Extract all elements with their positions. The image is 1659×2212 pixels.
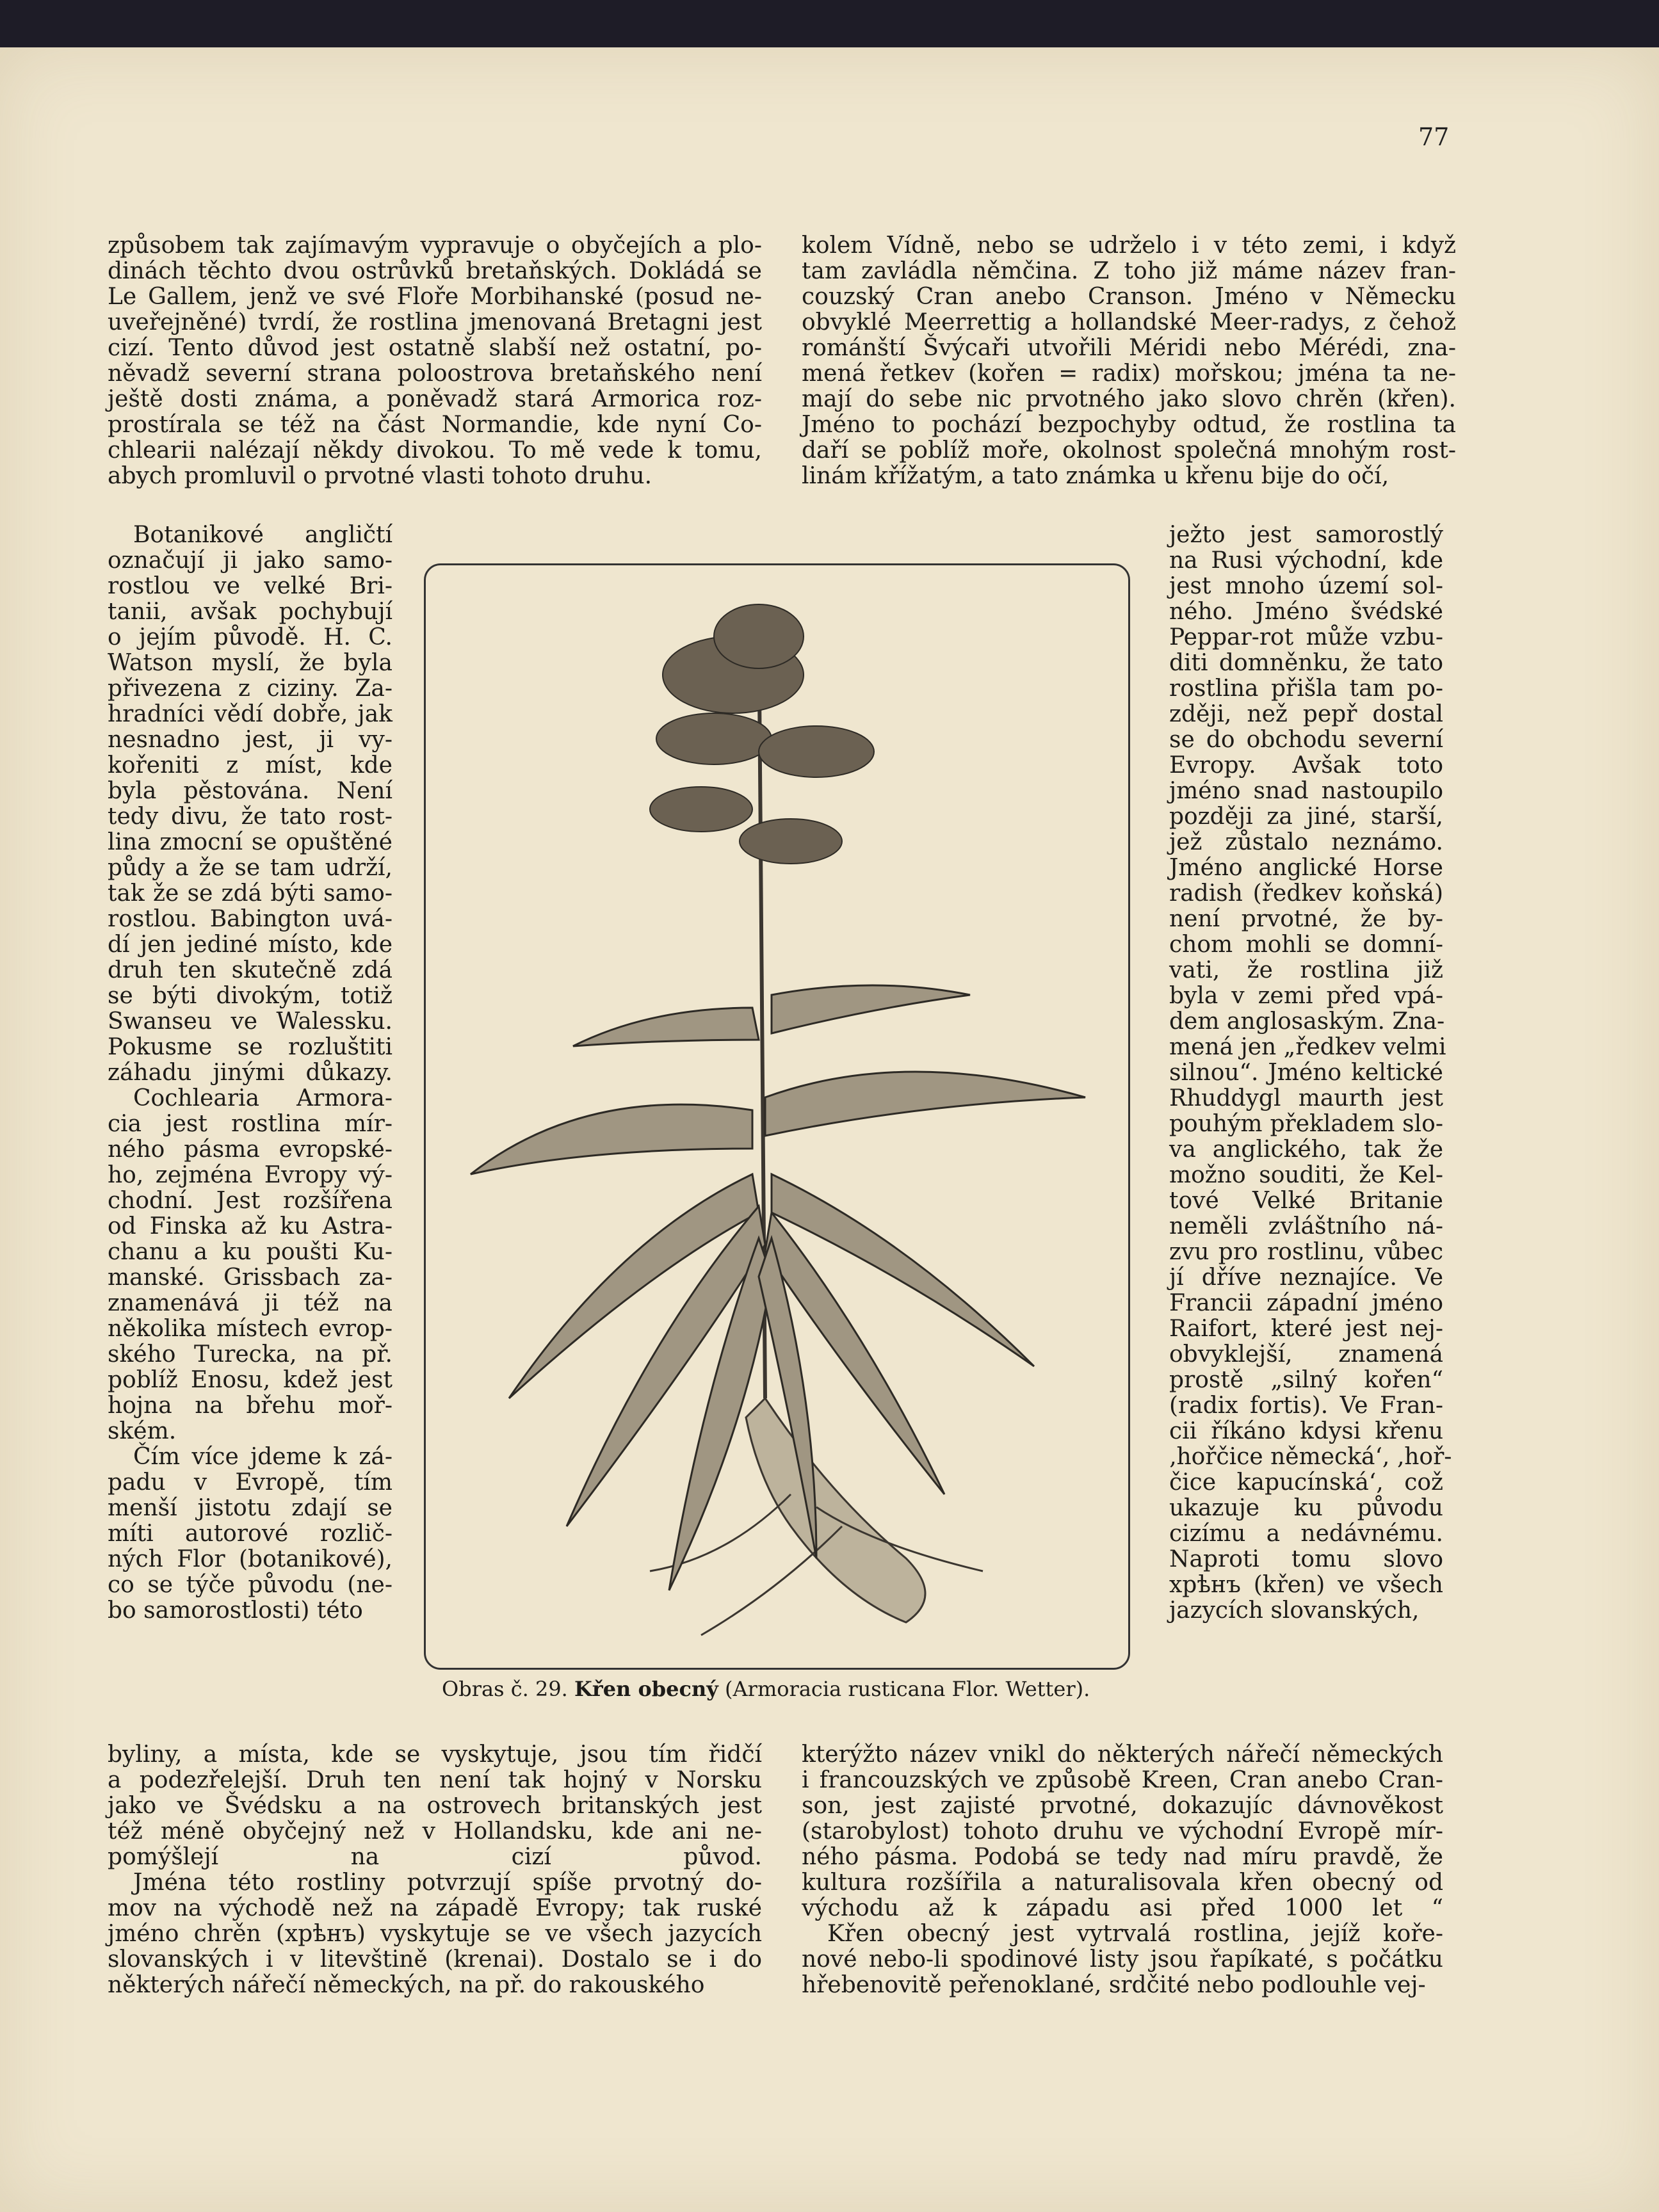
text-line: kultura rozšířila a naturalisovala křen obecný od	[802, 1869, 1443, 1896]
right-column-top-text	[802, 233, 1456, 489]
text-line: (starobylost) tohoto druhu ve východní Evropě mír-	[802, 1818, 1443, 1845]
text-line: Swanseu ve Walessku.	[108, 1008, 392, 1035]
text-line: ježto jest samorostlý	[1169, 522, 1443, 548]
text-line: některých nářečí německých, na př. do rakouského	[108, 1972, 705, 1998]
text-line: tedy divu, že tato rost-	[108, 803, 392, 830]
left-column-bottom-text	[108, 1742, 762, 1998]
text-line: hřebenovitě peřenoklané, srdčité nebo podlouhle vej-	[802, 1972, 1426, 1998]
text-line: nové nebo-li spodinové listy jsou řapíkaté, s počátku	[802, 1946, 1443, 1973]
text-line: cia jest rostlina mír-	[108, 1111, 392, 1137]
text-line: Raifort, které jest nej-	[1169, 1316, 1443, 1342]
text-line: (radix fortis). Ve Fran-	[1169, 1393, 1443, 1419]
text-line: Peppar-rot může vzbu-	[1169, 624, 1443, 650]
caption-latin: (Armoracia rusticana Flor. Wetter).	[725, 1677, 1090, 1701]
text-line: tam zavládla němčina. Z toho již máme název fran-	[802, 258, 1456, 284]
text-line: ho, zejména Evropy vý-	[108, 1162, 392, 1188]
caption-prefix: Obras č. 29.	[442, 1677, 568, 1701]
text-line: dí jen jediné místo, kde	[108, 932, 392, 958]
text-line: se do obchodu severní	[1169, 727, 1443, 753]
text-line: mají do sebe nic prvotného jako slovo chrěn (křen).	[802, 386, 1456, 412]
text-line: jméno chrěn (хрѣнъ) vyskytuje se ve všech jazycích	[108, 1921, 762, 1947]
right-column-bottom-text	[802, 1742, 1443, 1998]
text-line: míti autorové rozlič-	[108, 1521, 392, 1547]
left-column-narrow-text	[108, 522, 392, 1624]
text-line: ‚hořčice německá‘, ‚hoř-	[1169, 1444, 1452, 1470]
text-line: co se týče původu (ne-	[108, 1572, 392, 1598]
text-line: daří se poblíž moře, okolnost společná mnohým rost-	[802, 437, 1456, 464]
text-line: tové Velké Britanie	[1169, 1188, 1443, 1214]
text-line: prostírala se též na část Normandie, kde nyní Co-	[108, 412, 762, 438]
text-line: son, jest zajisté prvotné, dokazujíc dávnověkost	[802, 1793, 1443, 1819]
text-line: tanii, avšak pochybují	[108, 599, 392, 625]
text-line: linám křížatým, a tato známka u křenu bije do očí,	[802, 463, 1389, 489]
text-line: manské. Grissbach za-	[108, 1264, 392, 1291]
text-line: ského Turecka, na př.	[108, 1341, 392, 1368]
text-line: slovanských i v litevštině (krenai). Dostalo se i do	[108, 1946, 762, 1973]
text-line: několika místech evrop-	[108, 1316, 392, 1342]
text-line: tak že se zdá býti samo-	[108, 880, 392, 907]
text-line: dem anglosaským. Zna-	[1169, 1008, 1445, 1035]
text-line: mov na východě než na západě Evropy; tak ruské	[108, 1895, 762, 1921]
text-line: Watson myslí, že byla	[108, 650, 392, 676]
text-line: Křen obecný jest vytrvalá rostlina, jejíž koře-	[827, 1921, 1443, 1947]
text-line: va anglického, tak že	[1169, 1136, 1443, 1163]
text-line: chanu a ku poušti Ku-	[108, 1239, 392, 1265]
text-line: cizímu a nedávnému.	[1169, 1521, 1443, 1547]
text-line: pouhým překladem slo-	[1169, 1111, 1443, 1137]
text-line: chlearii nalézají někdy divokou. To mě vede k tomu,	[108, 437, 762, 464]
text-line: ných Flor (botanikové),	[108, 1546, 392, 1572]
text-line: ském.	[108, 1418, 177, 1444]
text-line: něvadž severní strana poloostrova bretaňského není	[108, 360, 762, 387]
text-line: půdy a že se tam udrží,	[108, 855, 392, 881]
text-line: pomýšlejí na cizí původ.	[108, 1844, 762, 1870]
text-line: záhadu jinými důkazy.	[108, 1060, 392, 1086]
text-line: Le Gallem, jenž ve své Floře Morbihanské (posud ne-	[108, 284, 762, 310]
text-line: radish (ředkev koňská)	[1169, 880, 1443, 907]
text-line: poblíž Enosu, kdež jest	[108, 1367, 392, 1393]
text-line: Jméno anglické Horse	[1169, 855, 1443, 881]
text-line: ještě dosti známa, a poněvadž stará Armorica roz-	[108, 386, 762, 412]
text-line: o jejím původě. H. C.	[108, 624, 392, 650]
text-line: dinách těchto dvou ostrůvků bretaňských. Dokládá se	[108, 258, 762, 284]
text-line: Jména této rostliny potvrzují spíše prvotný do-	[133, 1869, 762, 1896]
text-line: znamenává ji též na	[108, 1290, 392, 1316]
text-line: cizí. Tento důvod jest ostatně slabší než ostatní, po-	[108, 335, 762, 361]
text-line: čice kapucínská‘, což	[1169, 1469, 1443, 1496]
text-line: Rhuddygl maurth jest	[1169, 1085, 1443, 1111]
text-line: byla v zemi před vpá-	[1169, 983, 1443, 1009]
text-line: uveřejněné) tvrdí, že rostlina jmenovaná Bretagni jest	[108, 309, 762, 335]
text-line: Cochlearia Armora-	[133, 1085, 392, 1111]
text-line: diti domněnku, že tato	[1169, 650, 1443, 676]
text-line: mená jen „ředkev velmi	[1169, 1034, 1446, 1060]
text-line: kořeniti z míst, kde	[108, 752, 392, 779]
text-line: jež zůstalo neznámo.	[1169, 829, 1443, 855]
text-line: Botanikové angličtí	[133, 522, 392, 548]
text-line: na Rusi východní, kde	[1169, 547, 1443, 574]
text-line: později za jiné, starší,	[1169, 803, 1443, 830]
text-line: jí dříve neznajíce. Ve	[1169, 1264, 1443, 1291]
text-line: románští Švýcaři utvořili Méridi nebo Mérédi, zna-	[802, 335, 1456, 361]
text-line: též méně obyčejný než v Hollandsku, kde ani ne-	[108, 1818, 762, 1845]
text-line: Pokusme se rozluštiti	[108, 1034, 392, 1060]
left-column-top-text	[108, 233, 762, 489]
figure-caption	[442, 1677, 1191, 1701]
text-line: byla pěstována. Není	[108, 778, 392, 804]
page	[0, 47, 1659, 2212]
text-line: bo samorostlosti) této	[108, 1597, 363, 1624]
text-line: couzský Cran anebo Cranson. Jméno v Německu	[802, 284, 1456, 310]
text-line: nesnadno jest, ji vy-	[108, 727, 392, 753]
text-line: i francouzských ve způsobě Kreen, Cran anebo Cran-	[802, 1767, 1443, 1793]
text-line: chom mohli se domní-	[1169, 932, 1443, 958]
text-line: rostlina přišla tam po-	[1169, 675, 1443, 702]
text-line: Naproti tomu slovo	[1169, 1546, 1443, 1572]
text-line: jazycích slovanských,	[1169, 1597, 1420, 1624]
text-line: Evropy. Avšak toto	[1169, 752, 1443, 779]
text-line: zději, než pepř dostal	[1169, 701, 1443, 727]
text-line: rostlou ve velké Bri-	[108, 573, 392, 599]
text-line: ného pásma. Podobá se tedy nad míru pravdě, že	[802, 1844, 1443, 1870]
text-line: prostě „silný kořen“	[1169, 1367, 1443, 1393]
page-number: 77	[1418, 123, 1450, 151]
text-line: mená řetkev (kořen = radix) mořskou; jména ta ne-	[802, 360, 1456, 387]
text-line: druh ten skutečně zdá	[108, 957, 392, 983]
text-line: kolem Vídně, nebo se udrželo i v této zemi, i když	[802, 232, 1456, 259]
text-line: Francii západní jméno	[1169, 1290, 1443, 1316]
text-line: хрѣнъ (křen) ve všech	[1169, 1572, 1443, 1598]
text-line: lina zmocní se opuštěné	[108, 829, 392, 855]
text-line: a podezřelejší. Druh ten není tak hojný v Norsku	[108, 1767, 762, 1793]
right-column-narrow-text	[1169, 522, 1452, 1624]
text-line: padu v Evropě, tím	[108, 1469, 392, 1496]
text-line: jako ve Švédsku a na ostrovech britanských jest	[108, 1793, 762, 1819]
text-line: rostlou. Babington uvá-	[108, 906, 392, 932]
text-line: obvyklejší, znamená	[1169, 1341, 1443, 1368]
text-line: ukazuje ku původu	[1169, 1495, 1443, 1521]
text-line: od Finska až ku Astra-	[108, 1213, 392, 1239]
text-line: cii říkáno kdysi křenu	[1169, 1418, 1443, 1444]
text-line: možno souditi, že Kel-	[1169, 1162, 1443, 1188]
horseradish-illustration	[458, 598, 1098, 1648]
text-line: přivezena z ciziny. Za-	[108, 675, 392, 702]
text-line: ného. Jméno švédské	[1169, 599, 1443, 625]
text-line: označují ji jako samo-	[108, 547, 392, 574]
text-line: zvu pro rostlinu, vůbec	[1169, 1239, 1443, 1265]
text-line: ného pásma evropské-	[108, 1136, 392, 1163]
text-line: abych promluvil o prvotné vlasti tohoto druhu.	[108, 463, 652, 489]
text-line: není prvotné, že by-	[1169, 906, 1443, 932]
text-line: jméno snad nastoupilo	[1169, 778, 1443, 804]
caption-name: Křen obecný	[574, 1677, 718, 1701]
text-line: silnou“. Jméno keltické	[1169, 1060, 1443, 1086]
text-line: menší jistotu zdají se	[108, 1495, 392, 1521]
text-line: Jméno to pochází bezpochyby odtud, že rostlina ta	[802, 412, 1456, 438]
text-line: Čím více jdeme k zá-	[133, 1444, 392, 1470]
text-line: byliny, a místa, kde se vyskytuje, jsou tím řidčí	[108, 1741, 762, 1768]
text-line: chodní. Jest rozšířena	[108, 1188, 392, 1214]
text-line: kterýžto název vnikl do některých nářečí německých	[802, 1741, 1443, 1768]
text-line: obvyklé Meerrettig a hollandské Meer-radys, z čehož	[802, 309, 1456, 335]
text-line: hojna na břehu moř-	[108, 1393, 392, 1419]
text-line: způsobem tak zajímavým vypravuje o obyčejích a plo-	[108, 232, 762, 259]
text-line: neměli zvláštního ná-	[1169, 1213, 1443, 1239]
text-line: jest mnoho území sol-	[1169, 573, 1443, 599]
text-line: se býti divokým, totiž	[108, 983, 392, 1009]
text-line: vati, že rostlina již	[1169, 957, 1443, 983]
text-line: hradníci vědí dobře, jak	[108, 701, 392, 727]
text-line: východu až k západu asi před 1000 let “	[802, 1895, 1443, 1921]
